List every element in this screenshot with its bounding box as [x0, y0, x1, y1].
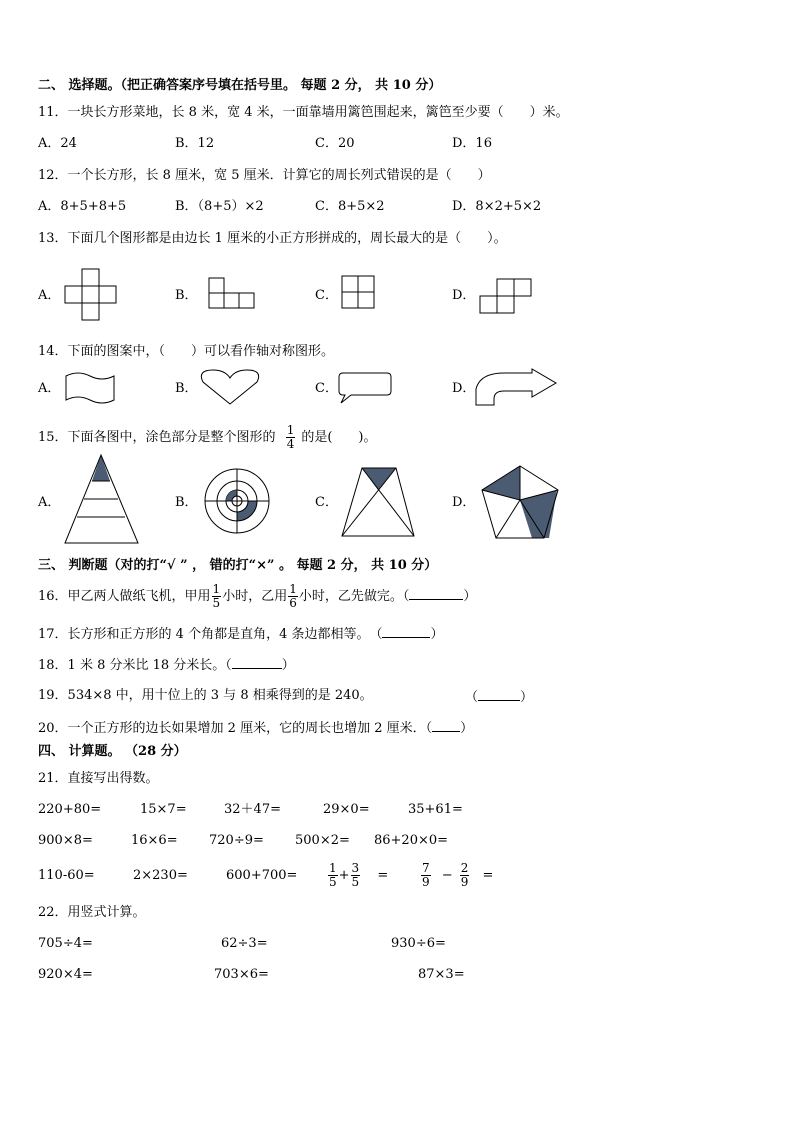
calc-item: 720÷9=: [209, 833, 264, 848]
question-18: 18．1 米 8 分米比 18 分米长。（ ）: [38, 658, 295, 673]
cross-shape-figure: [64, 268, 124, 320]
label-13-a: A．: [38, 288, 61, 303]
question-21: 21．直接写出得数。: [38, 771, 159, 786]
option-11-c: C．20: [315, 136, 355, 151]
fraction-difference-item: $\frac{7}{9}$ − $\frac{2}{9}$ =: [422, 861, 494, 889]
concentric-circles-figure: [203, 467, 271, 535]
calc-item: 705÷4=: [38, 936, 93, 951]
question-19: 19．534×8 中，用十位上的 3 与 8 相乘得到的是 240。: [38, 688, 373, 703]
label-15-c: C．: [315, 495, 338, 510]
fraction-one-fifth: $\frac{1}{5}$: [212, 582, 221, 610]
calc-item: 930÷6=: [391, 936, 446, 951]
label-14-d: D．: [452, 381, 476, 396]
question-17: 17．长方形和正方形的 4 个角都是直角，4 条边都相等。 （ ）: [38, 627, 444, 642]
trapezoid-figure: [340, 466, 416, 538]
fraction-one-quarter: $\frac{1}{4}$: [286, 423, 295, 451]
label-13-d: D．: [452, 288, 476, 303]
question-20: 20．一个正方形的边长如果增加 2 厘米，它的周长也增加 2 厘米．（ ）: [38, 721, 474, 736]
label-14-b: B．: [175, 381, 198, 396]
calc-item: 703×6=: [214, 967, 269, 982]
option-12-b: B．（8+5）×2: [175, 199, 264, 214]
option-11-d: D．16: [452, 136, 492, 151]
calc-item: 29×0=: [323, 802, 370, 817]
answer-blank-17[interactable]: [382, 625, 430, 638]
fraction-one-sixth: $\frac{1}{6}$: [289, 582, 297, 610]
curved-arrow-figure: [474, 371, 558, 407]
label-15-a: A．: [38, 495, 61, 510]
option-12-c: C．8+5×2: [315, 199, 385, 214]
calc-item: 110-60=: [38, 868, 95, 883]
calc-item: 86+20×0=: [374, 833, 449, 848]
square-grid-figure: [341, 275, 377, 311]
speech-bubble-figure: [337, 371, 393, 405]
label-13-b: B．: [175, 288, 198, 303]
calc-item: 15×7=: [140, 802, 187, 817]
calc-item: 87×3=: [418, 967, 465, 982]
calc-item: 600+700=: [226, 868, 298, 883]
label-14-c: C．: [315, 381, 338, 396]
question-14: 14．下面的图案中，（ ）可以看作轴对称图形。: [38, 344, 335, 359]
calc-item: 62÷3=: [221, 936, 268, 951]
section-4-title: 四、 计算题。 （28 分）: [38, 744, 187, 759]
calc-item: 220+80=: [38, 802, 102, 817]
l-shape-figure: [208, 277, 258, 313]
label-13-c: C．: [315, 288, 338, 303]
pentagon-figure: [480, 464, 560, 540]
question-11: 11．一块长方形菜地，长 8 米，宽 4 米，一面靠墙用篱笆围起来，篱笆至少要（ ）米。: [38, 105, 569, 120]
calc-item: 35+61=: [408, 802, 463, 817]
question-15: 15．下面各图中，涂色部分是整个图形的 $\frac{1}{4}$ 的是( )。: [38, 423, 377, 451]
label-15-d: D．: [452, 495, 476, 510]
label-15-b: B．: [175, 495, 198, 510]
section-2-title: 二、 选择题。（把正确答案序号填在括号里。 每题 2 分， 共 10 分）: [38, 78, 442, 93]
answer-blank-19[interactable]: [478, 688, 520, 701]
question-12: 12．一个长方形，长 8 厘米，宽 5 厘米．计算它的周长列式错误的是（ ）: [38, 168, 491, 183]
question-22: 22．用竖式计算。: [38, 905, 146, 920]
heart-shape-figure: [199, 368, 261, 406]
calc-item: 32＋47=: [224, 802, 281, 817]
question-13: 13．下面几个图形都是由边长 1 厘米的小正方形拼成的，周长最大的是（ ）。: [38, 231, 507, 246]
answer-blank-18[interactable]: [232, 656, 282, 669]
calc-item: 920×4=: [38, 967, 93, 982]
option-12-d: D．8×2+5×2: [452, 199, 542, 214]
section-3-title: 三、 判断题（对的打“√ ” ， 错的打“×” 。 每题 2 分， 共 10 分）: [38, 558, 438, 573]
flag-shape-figure: [64, 372, 116, 406]
calc-item: 2×230=: [133, 868, 188, 883]
question-19-answer: （ ）: [465, 690, 534, 705]
striped-triangle-figure: [64, 455, 140, 545]
option-11-b: B．12: [175, 136, 215, 151]
calc-item: 16×6=: [131, 833, 178, 848]
stair-shape-figure: [479, 278, 535, 314]
calc-item: 900×8=: [38, 833, 93, 848]
question-16: 16．甲乙两人做纸飞机，甲用 $\frac{1}{5}$ 小时，乙用 $\frac{1}{6}$ 小时，乙先做完。（ ）: [38, 582, 477, 610]
label-14-a: A．: [38, 381, 61, 396]
option-11-a: A．24: [38, 136, 77, 151]
answer-blank-16[interactable]: [409, 587, 463, 600]
calc-item: 500×2=: [295, 833, 350, 848]
option-12-a: A．8+5+8+5: [38, 199, 127, 214]
fraction-sum-item: $\frac{1}{5}$ + $\frac{3}{5}$ =: [329, 861, 389, 889]
answer-blank-20[interactable]: [432, 719, 460, 732]
